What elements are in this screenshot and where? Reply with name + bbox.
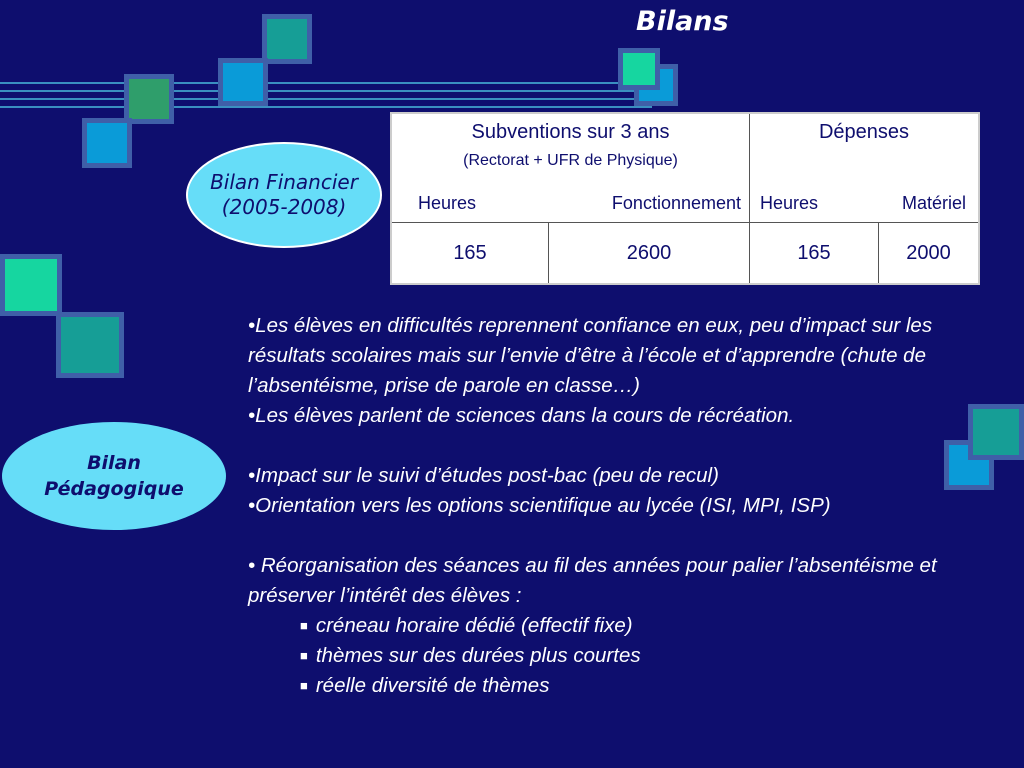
table-cell: 2000: [879, 223, 980, 285]
decorative-line: [0, 90, 652, 92]
financial-badge-line1: Bilan Financier: [210, 170, 358, 194]
column-label: Heures: [760, 193, 819, 213]
decorative-square: [56, 312, 124, 378]
pedagogical-badge-line1: Bilan: [87, 452, 141, 474]
table-header-row: [391, 113, 979, 223]
financial-balance-badge: [186, 142, 382, 248]
table-cell: 165: [391, 223, 549, 285]
slide-title: Bilans: [636, 6, 729, 37]
decorative-square: [218, 58, 268, 106]
decorative-square: [0, 254, 62, 316]
square-bullet-icon: ■: [300, 618, 308, 633]
table-cell: 165: [750, 223, 879, 285]
bullet-item: •Les élèves en difficultés reprennent confiance en eux, peu d’impact sur les résultats scolaires mais sur l’envie d’être à l’école et d’apprendre (chute de l’absentéisme, prise de parole en classe…): [248, 314, 933, 397]
expenses-header: Dépenses: [818, 121, 910, 143]
subsidies-header: Subventions sur 3 ans: [471, 121, 670, 143]
sub-bullet-text: créneau horaire dédié (effectif fixe): [315, 614, 633, 637]
column-label: Fonctionnement: [611, 193, 741, 213]
decorative-square: [262, 14, 312, 64]
pedagogical-badge-line2: Pédagogique: [44, 478, 184, 500]
table-row: [391, 223, 979, 285]
decorative-line: [0, 98, 652, 100]
square-bullet-icon: ■: [300, 648, 308, 663]
expenses-columns: [750, 193, 978, 214]
sub-bullet-text: thèmes sur des durées plus courtes: [315, 644, 641, 667]
sub-bullet-item: [248, 671, 1008, 701]
bullet-item: •Impact sur le suivi d’études post-bac (peu de recul): [248, 464, 719, 487]
subsidies-header-cell: [391, 113, 750, 223]
sub-bullet-text: réelle diversité de thèmes: [315, 674, 550, 697]
expenses-header-cell: [750, 113, 980, 223]
subsidies-columns: [392, 193, 749, 214]
financial-table: [390, 112, 980, 285]
column-label: Matériel: [901, 193, 966, 213]
decorative-square: [618, 48, 660, 90]
financial-badge-line2: (2005-2008): [221, 195, 347, 219]
results-text: [248, 311, 1008, 701]
sub-bullet-item: [248, 641, 1008, 671]
sub-bullet-item: [248, 611, 1008, 641]
bullet-item: •Les élèves parlent de sciences dans la cours de récréation.: [248, 404, 795, 427]
table-cell: 2600: [549, 223, 750, 285]
bullet-item: •Orientation vers les options scientifique au lycée (ISI, MPI, ISP): [248, 494, 831, 517]
decorative-square: [124, 74, 174, 124]
subsidies-subheader: (Rectorat + UFR de Physique): [463, 152, 678, 169]
pedagogical-balance-badge: [2, 422, 226, 530]
square-bullet-icon: ■: [300, 678, 308, 693]
decorative-line: [0, 82, 652, 84]
decorative-line: [0, 106, 652, 108]
bullet-item: • Réorganisation des séances au fil des années pour palier l’absentéisme et préserver l’intérêt des élèves :: [248, 554, 937, 607]
decorative-square: [82, 118, 132, 168]
column-label: Heures: [418, 193, 477, 213]
